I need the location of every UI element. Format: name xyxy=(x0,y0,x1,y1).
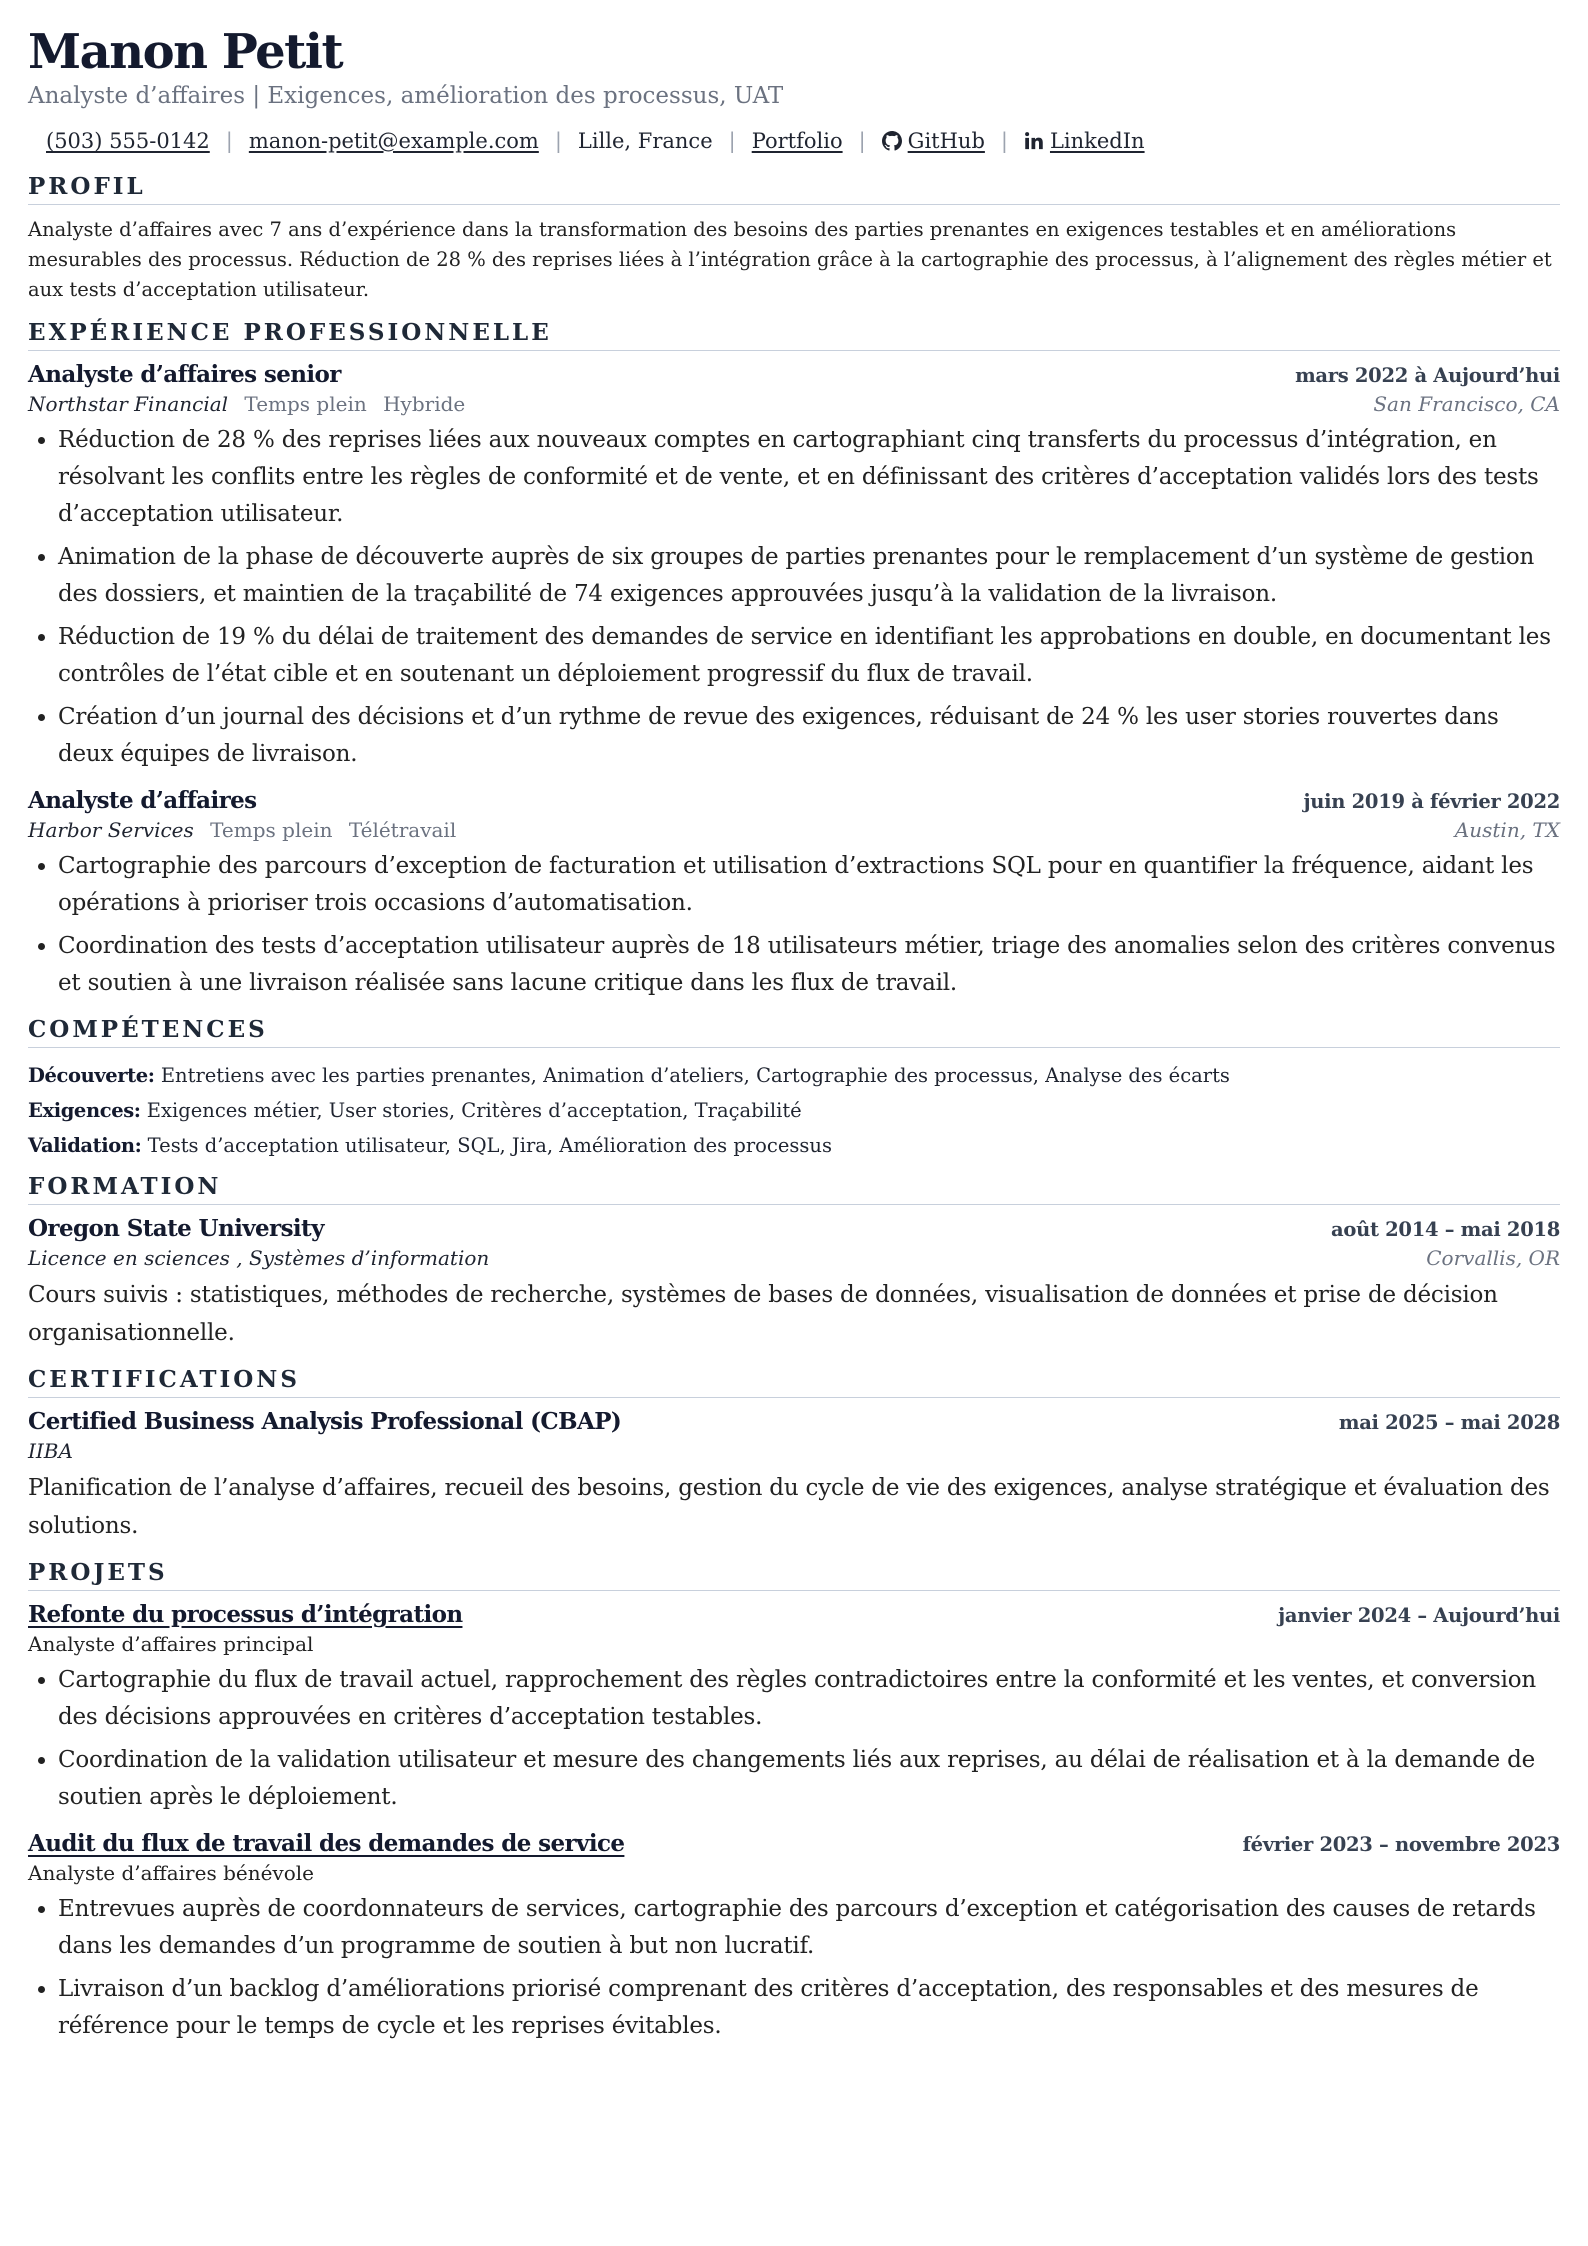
bullet-item: • Livraison d’un backlog d’améliorations priorisé comprenant des critères d’acceptation, des responsables et des mesures de référence pour le temps de cycle et les reprises évitables. xyxy=(58,1971,1560,2045)
employment-type: Temps plein xyxy=(244,391,367,416)
job-bullets xyxy=(28,848,1560,1002)
skill-row xyxy=(28,1058,1560,1093)
linkedin-link-group[interactable] xyxy=(1024,129,1145,153)
certification-issuer: IIBA xyxy=(28,1438,73,1463)
school-name: Oregon State University xyxy=(28,1214,324,1242)
job-location: Austin, TX xyxy=(1454,817,1560,842)
education-dates: août 2014 – mai 2018 xyxy=(1331,1217,1560,1241)
headline: Analyste d’affaires | Exigences, amélioration des processus, UAT xyxy=(28,82,784,109)
bullet-item: • Coordination des tests d’acceptation utilisateur auprès de 18 utilisateurs métier, triage des anomalies selon des critères convenus et soutien à une livraison réalisée sans lacune critique dans les flux de travail. xyxy=(58,928,1560,1002)
bullet-item: • Cartographie des parcours d’exception de facturation et utilisation d’extractions SQL pour en quantifier la fréquence, aidant les opérations à prioriser trois occasions d’automatisation. xyxy=(58,848,1560,922)
linkedin-link[interactable]: LinkedIn xyxy=(1049,128,1145,153)
linkedin-icon xyxy=(1024,131,1044,151)
section-title-experience: EXPÉRIENCE PROFESSIONNELLE xyxy=(28,319,1560,351)
separator: | xyxy=(858,128,866,153)
skill-label: Exigences: xyxy=(28,1098,141,1122)
github-link-group[interactable] xyxy=(882,129,985,153)
courses-text: Cours suivis : statistiques, méthodes de recherche, systèmes de bases de données, visualisation de données et prise de décision organisationnelle. xyxy=(28,1281,1498,1346)
bullet-item: • Coordination de la validation utilisateur et mesure des changements liés aux reprises, au délai de réalisation et à la demande de soutien après le déploiement. xyxy=(58,1742,1560,1816)
project-bullets xyxy=(28,1662,1560,1816)
bullet-item: • Réduction de 19 % du délai de traitement des demandes de service en identifiant les approbations en double, en documentant les contrôles de l’état cible et en soutenant un déploiement progressif du flux de travail. xyxy=(58,619,1560,693)
candidate-name: Manon Petit xyxy=(28,24,343,80)
job-dates: juin 2019 à février 2022 xyxy=(1303,789,1560,813)
separator: | xyxy=(554,128,562,153)
skill-value: Tests d’acceptation utilisateur, SQL, Jira, Amélioration des processus xyxy=(147,1133,832,1157)
certification-description: Planification de l’analyse d’affaires, recueil des besoins, gestion du cycle de vie des exigences, analyse stratégique et évaluation des solutions. xyxy=(28,1474,1550,1539)
education-entry xyxy=(28,1215,1560,1352)
skill-row xyxy=(28,1128,1560,1163)
project-entry xyxy=(28,1830,1560,2045)
job-title: Analyste d’affaires senior xyxy=(28,360,341,388)
project-dates: janvier 2024 – Aujourd’hui xyxy=(1278,1603,1560,1627)
location-text: Lille, France xyxy=(577,128,713,153)
project-entry xyxy=(28,1601,1560,1816)
job-entry xyxy=(28,361,1560,773)
bullet-item: • Cartographie du flux de travail actuel, rapprochement des règles contradictoires entre la conformité et les ventes, et conversion des décisions approuvées en critères d’acceptation testables. xyxy=(58,1662,1560,1736)
profile-text: Analyste d’affaires avec 7 ans d’expérience dans la transformation des besoins des parties prenantes en exigences testables et en améliorations mesurables des processus. Réduction de 28 % des reprises liées à l’intégration grâce à la cartographie des processus, à l’alignement des règles métier et aux tests d’acceptation utilisateur. xyxy=(28,217,1552,301)
section-title-skills: COMPÉTENCES xyxy=(28,1016,1560,1048)
certification-entry xyxy=(28,1408,1560,1545)
skills-list xyxy=(28,1058,1560,1163)
job-dates: mars 2022 à Aujourd’hui xyxy=(1295,363,1560,387)
section-title-certifications: CERTIFICATIONS xyxy=(28,1366,1560,1398)
separator: | xyxy=(1000,128,1008,153)
bullet-item: • Réduction de 28 % des reprises liées aux nouveaux comptes en cartographiant cinq transferts du processus d’intégration, en résolvant les conflits entre les règles de conformité et de vente, et en définissant des critères d’acceptation validés lors des tests d’acceptation utilisateur. xyxy=(58,422,1560,533)
contact-bar xyxy=(46,129,1560,153)
skill-label: Découverte: xyxy=(28,1063,155,1087)
job-entry xyxy=(28,787,1560,1002)
certification-name: Certified Business Analysis Professional (CBAP) xyxy=(28,1407,622,1435)
certification-dates: mai 2025 – mai 2028 xyxy=(1338,1410,1560,1434)
work-mode: Télétravail xyxy=(348,817,457,842)
bullet-item: • Entrevues auprès de coordonnateurs de services, cartographie des parcours d’exception et catégorisation des causes de retards dans les demandes d’un programme de soutien à but non lucratif. xyxy=(58,1891,1560,1965)
skill-value: Exigences métier, User stories, Critères d’acceptation, Traçabilité xyxy=(146,1098,802,1122)
skill-value: Entretiens avec les parties prenantes, Animation d’ateliers, Cartographie des processus, Analyse des écarts xyxy=(160,1063,1230,1087)
bullet-item: • Création d’un journal des décisions et d’un rythme de revue des exigences, réduisant de 24 % les user stories rouvertes dans deux équipes de livraison. xyxy=(58,699,1560,773)
separator: | xyxy=(225,128,233,153)
employment-type: Temps plein xyxy=(210,817,333,842)
job-bullets xyxy=(28,422,1560,773)
email-link[interactable]: manon-petit@example.com xyxy=(248,128,539,153)
project-title-link[interactable]: Audit du flux de travail des demandes de service xyxy=(28,1829,625,1857)
section-title-education: FORMATION xyxy=(28,1173,1560,1205)
education-location: Corvallis, OR xyxy=(1426,1245,1560,1270)
github-link[interactable]: GitHub xyxy=(907,128,985,153)
skill-label: Validation: xyxy=(28,1133,142,1157)
skill-row xyxy=(28,1093,1560,1128)
company-name: Harbor Services xyxy=(28,817,194,842)
section-title-projects: PROJETS xyxy=(28,1559,1560,1591)
project-title-link[interactable]: Refonte du processus d’intégration xyxy=(28,1600,463,1628)
project-role: Analyste d’affaires bénévole xyxy=(28,1860,314,1885)
bullet-item: • Animation de la phase de découverte auprès de six groupes de parties prenantes pour le remplacement d’un système de gestion des dossiers, et maintien de la traçabilité de 74 exigences approuvées jusqu’à la validation de la livraison. xyxy=(58,539,1560,613)
company-name: Northstar Financial xyxy=(28,391,229,416)
project-bullets xyxy=(28,1891,1560,2045)
job-location: San Francisco, CA xyxy=(1373,391,1560,416)
project-dates: février 2023 – novembre 2023 xyxy=(1242,1832,1560,1856)
portfolio-link[interactable]: Portfolio xyxy=(751,128,843,153)
project-role: Analyste d’affaires principal xyxy=(28,1631,314,1656)
section-title-profile: PROFIL xyxy=(28,173,1560,205)
github-icon xyxy=(882,131,902,151)
separator: | xyxy=(728,128,736,153)
job-title: Analyste d’affaires xyxy=(28,786,257,814)
work-mode: Hybride xyxy=(383,391,466,416)
phone-link[interactable]: (503) 555-0142 xyxy=(46,128,210,153)
degree: Licence en sciences , Systèmes d’information xyxy=(28,1245,490,1270)
